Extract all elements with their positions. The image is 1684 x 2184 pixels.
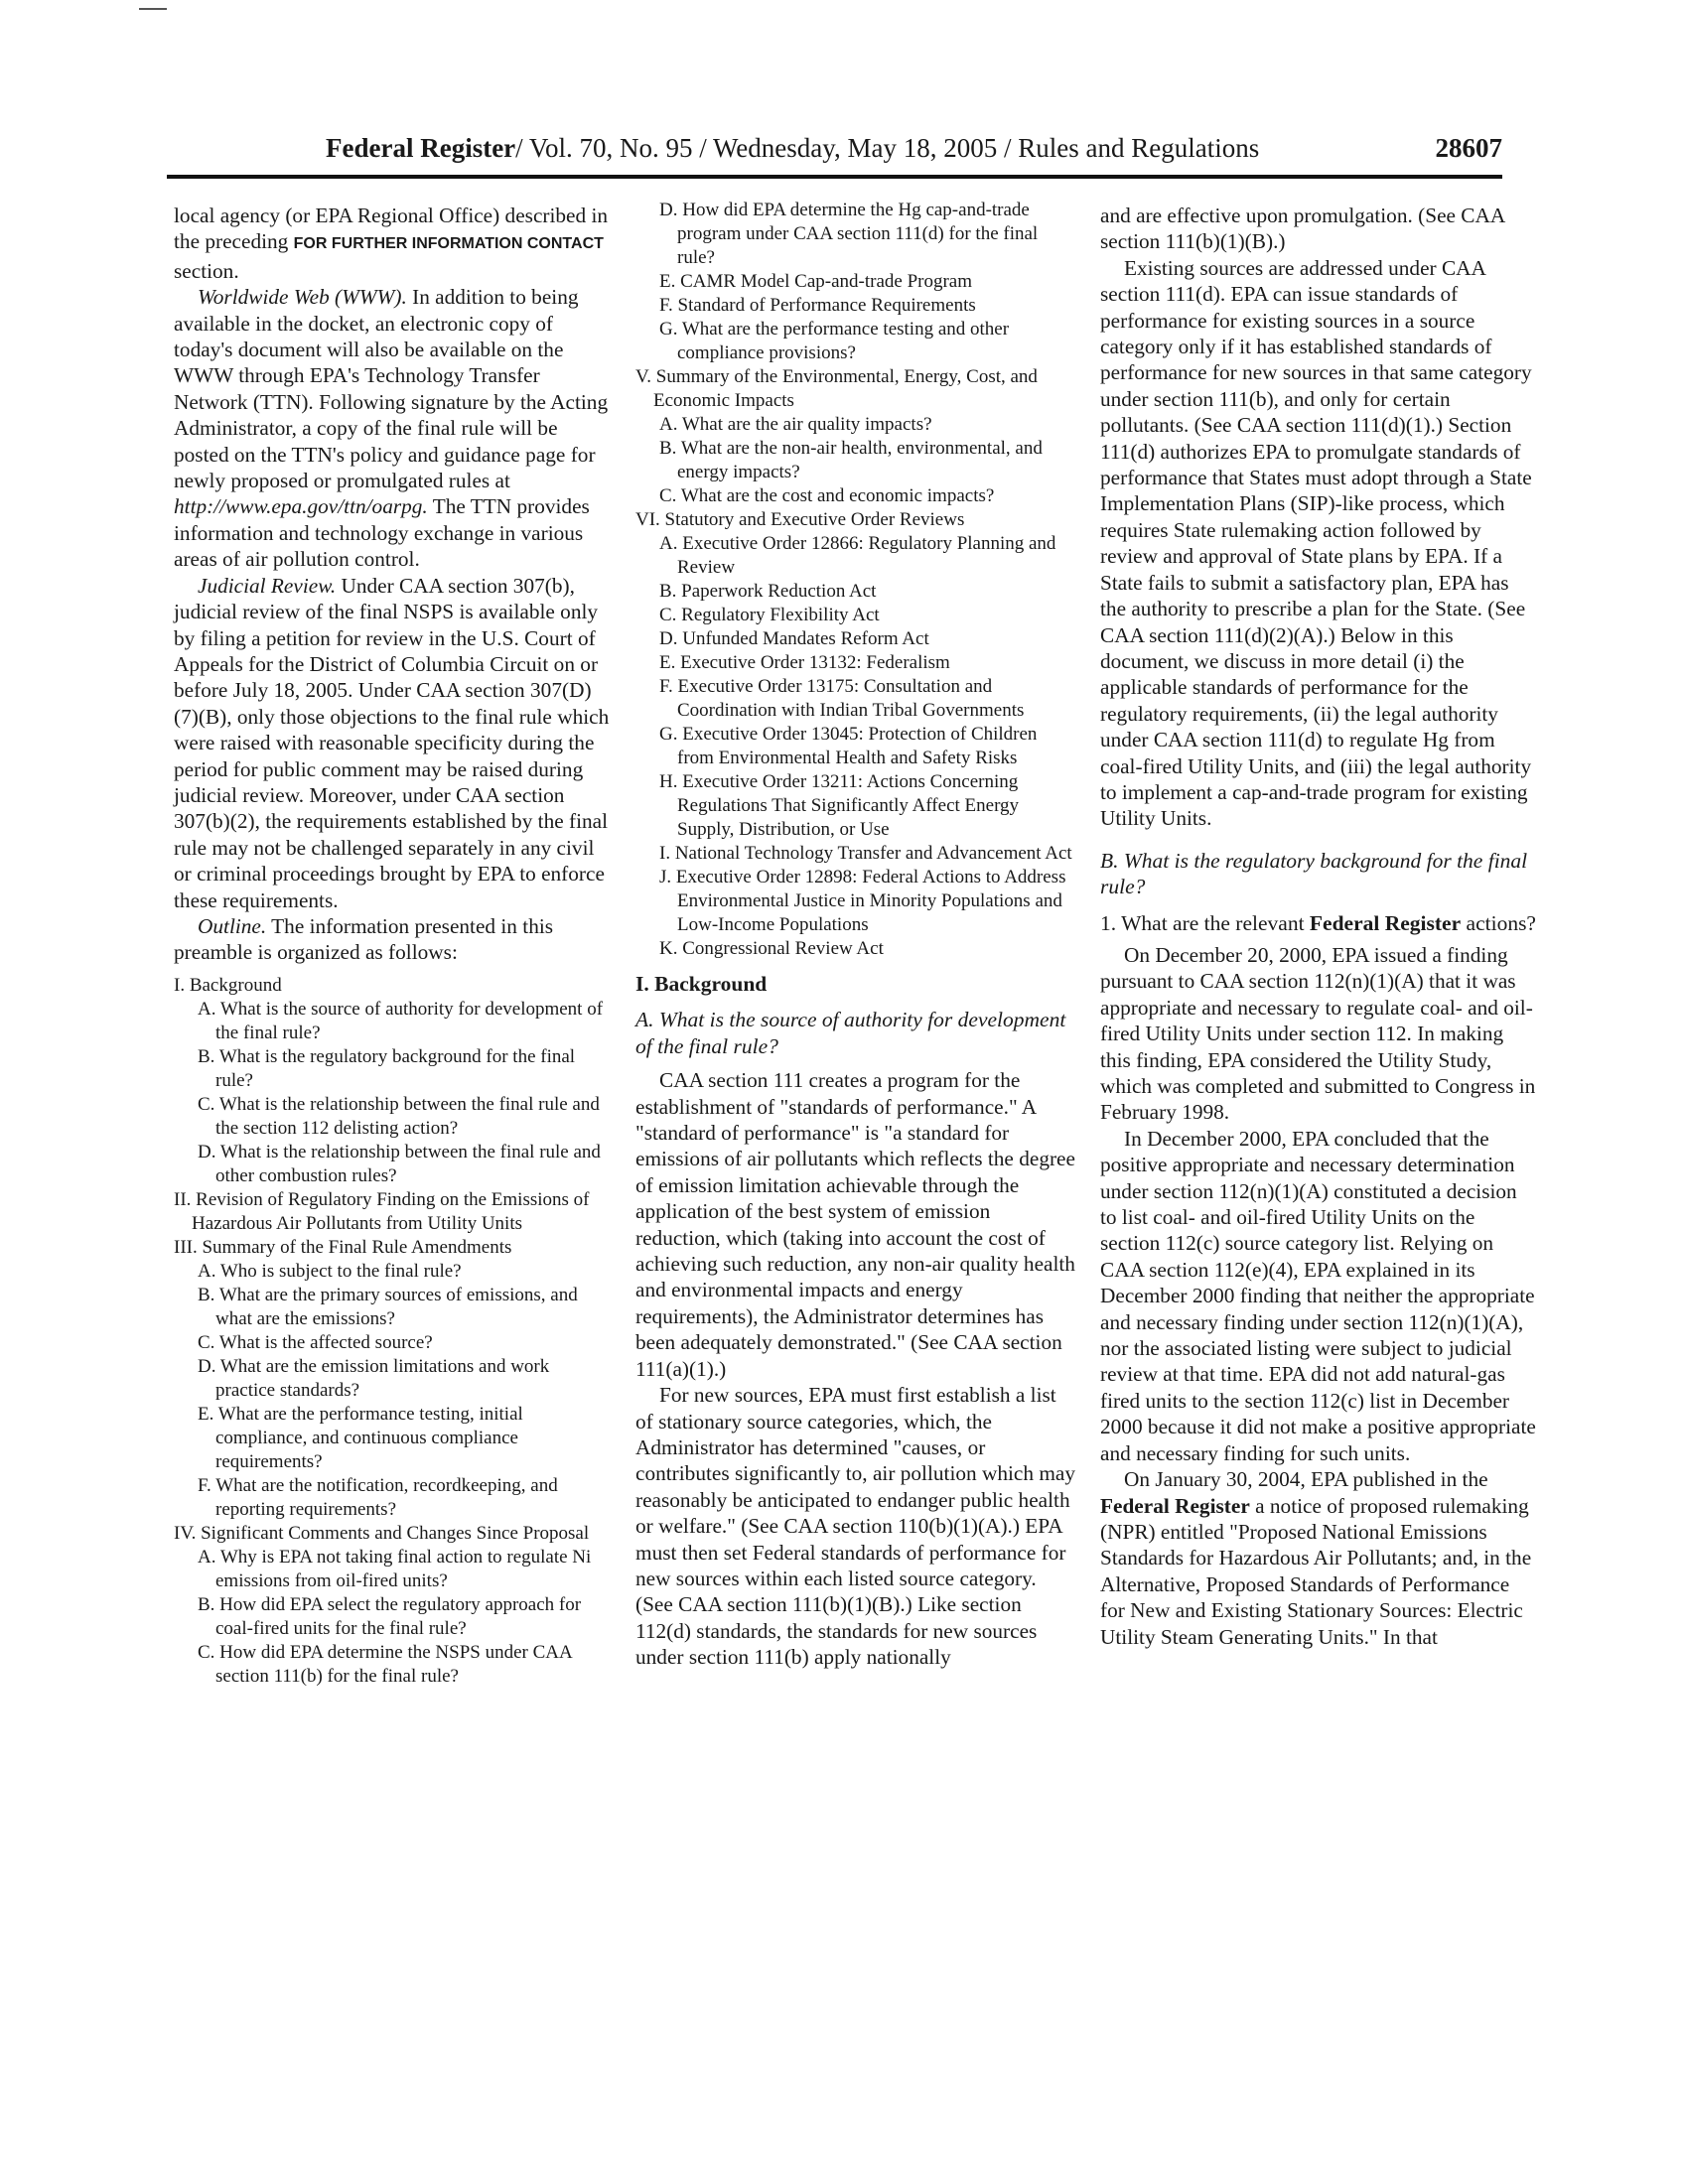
outline-item: I. Background — [174, 974, 282, 996]
text: Federal Register — [1309, 910, 1462, 935]
outline-item: C. What is the relationship between the final rule and the section 112 delisting action? — [198, 1093, 600, 1139]
column-2 — [635, 200, 1077, 1671]
running-head — [326, 133, 1259, 164]
outline-item: VI. Statutory and Executive Order Reviews — [635, 509, 965, 530]
outline-item: A. Why is EPA not taking final action to regulate Ni emissions from oil-fired units? — [198, 1546, 592, 1591]
numbered-heading — [1100, 910, 1537, 936]
outline-list — [635, 199, 1077, 961]
paragraph — [174, 913, 611, 966]
outline-item: E. Executive Order 13132: Federalism — [659, 652, 950, 673]
outline-item: C. What is the affected source? — [198, 1331, 433, 1353]
outline-item: G. What are the performance testing and other compliance provisions? — [659, 319, 1010, 363]
outline-item: F. What are the notification, recordkeeping, and reporting requirements? — [198, 1474, 558, 1520]
outline-item: A. What is the source of authority for development of the final rule? — [198, 998, 604, 1043]
text: The TTN provides information and technology exchange in various areas of air pollution control. — [174, 494, 590, 572]
paragraph — [174, 203, 611, 284]
outline-item: D. How did EPA determine the Hg cap-and-trade program under CAA section 111(d) for the final rule? — [659, 200, 1039, 268]
column-1 — [174, 203, 611, 1689]
paragraph: Existing sources are addressed under CAA section 111(d). EPA can issue standards of performance for existing sources in a source category only if it has established standards of performance for new sources in that same category under section 111(b), and only for certain pollutants. (See CAA section 111(d)(1).) Section 111(d) authorizes EPA to promulgate standards of performance that States must adopt through a State Implementation Plans (SIP)-like process, which requires State rulemaking action followed by review and approval of State plans by EPA. If a State fails to submit a satisfactory plan, EPA has the authority to prescribe a plan for the State. (See CAA section 111(d)(2)(A).) Below in this document, we discuss in more detail (i) the applicable standards of performance for the regulatory requirements, (ii) the legal authority under CAA section 111(d) to regulate Hg from coal-fired Utility Units, and (iii) the legal authority to implement a cap-and-trade program for existing Utility Units. — [1100, 255, 1532, 831]
outline-item: C. Regulatory Flexibility Act — [659, 605, 880, 625]
outline-item: I. National Technology Transfer and Advancement Act — [659, 843, 1072, 864]
paragraph: On December 20, 2000, EPA issued a finding pursuant to CAA section 112(n)(1)(A) that it was appropriate and necessary to regulate coal- and oil-fired Utility Units under section 112. In making this finding, EPA considered the Utility Study, which was completed and submitted to Congress in February 1998. — [1100, 942, 1536, 1125]
outline-item: H. Executive Order 13211: Actions Concerning Regulations That Significantly Affect Energy Supply, Distribution, or Use — [659, 771, 1020, 840]
outline-item: D. What are the emission limitations and work practice standards? — [198, 1355, 550, 1401]
outline-item: D. Unfunded Mandates Reform Act — [659, 628, 929, 649]
outline-item: III. Summary of the Final Rule Amendments — [174, 1236, 512, 1258]
paragraph — [174, 284, 611, 572]
outline-item: J. Executive Order 12898: Federal Actions to Address Environmental Justice in Minority Populations and Low-Income Populations — [659, 867, 1066, 935]
subsection-heading: B. What is the regulatory background for the final rule? — [1100, 848, 1528, 899]
outline-item: A. What are the air quality impacts? — [659, 414, 932, 435]
paragraph-label: Outline. — [198, 913, 267, 938]
paragraph-label: Worldwide Web (WWW). — [198, 285, 407, 310]
paragraph — [1100, 1466, 1537, 1650]
scan-mark — [139, 8, 167, 10]
outline-item: B. How did EPA select the regulatory approach for coal-fired units for the final rule? — [198, 1593, 582, 1639]
text: 1. What are the relevant — [1100, 910, 1310, 935]
url-link[interactable]: http://www.epa.gov/ttn/oarpg. — [174, 494, 428, 519]
outline-item: V. Summary of the Environmental, Energy, Cost, and Economic Impacts — [635, 366, 1038, 411]
paragraph: In December 2000, EPA concluded that the positive appropriate and necessary determination under section 112(n)(1)(A) constituted a decision to list coal- and oil-fired Utility Units on the section 112(c) source category list. Relying on CAA section 112(e)(4), EPA explained in its December 2000 finding that neither the appropriate and necessary finding under section 112(n)(1)(A), nor the associated listing were subject to judicial review at that time. EPA did not add natural-gas fired units to the section 112(c) list in December 2000 because it did not make a positive appropriate and necessary finding for such units. — [1100, 1126, 1536, 1465]
outline-item: F. Executive Order 13175: Consultation and Coordination with Indian Tribal Governments — [659, 676, 1025, 721]
outline-item: B. What are the primary sources of emissions, and what are the emissions? — [198, 1284, 578, 1329]
paragraph — [174, 573, 611, 913]
journal-name: Federal Register — [326, 133, 516, 163]
cross-reference: FOR FURTHER INFORMATION CONTACT — [293, 235, 604, 253]
outline-item: E. What are the performance testing, initial compliance, and continuous compliance requirements? — [198, 1403, 523, 1472]
issue-citation: / Vol. 70, No. 95 / Wednesday, May 18, 2005 / Rules and Regulations — [515, 133, 1260, 163]
text: On January 30, 2004, EPA published in the — [1124, 1467, 1488, 1492]
text: a notice of proposed rulemaking (NPR) entitled "Proposed National Emissions Standards for Hazardous Air Pollutants; and, in the Alternative, Proposed Standards of Performance for New and Existing Stationary Sources: Electric Utility Steam Generating Units." In that — [1100, 1493, 1532, 1649]
outline-item: B. Paperwork Reduction Act — [659, 581, 877, 602]
header-rule — [167, 175, 1502, 179]
page-number: 28607 — [1435, 133, 1502, 163]
text: actions? — [1461, 910, 1536, 935]
subsection-heading: A. What is the source of authority for development of the final rule? — [635, 1008, 1066, 1058]
outline-item: F. Standard of Performance Requirements — [659, 295, 976, 316]
text: section. — [174, 258, 239, 283]
text: Federal Register — [1100, 1493, 1250, 1518]
column-3 — [1100, 203, 1537, 1650]
outline-item: IV. Significant Comments and Changes Since Proposal — [174, 1522, 590, 1544]
outline-item: K. Congressional Review Act — [659, 938, 884, 959]
outline-item: E. CAMR Model Cap-and-trade Program — [659, 271, 973, 292]
outline-item: D. What is the relationship between the final rule and other combustion rules? — [198, 1141, 601, 1186]
text: local agency (or EPA Regional Office) described in the preceding — [174, 204, 609, 254]
outline-item: A. Executive Order 12866: Regulatory Planning and Review — [659, 533, 1056, 578]
paragraph-label: Judicial Review. — [198, 573, 337, 598]
text: The information presented in this preamble is organized as follows: — [174, 913, 554, 965]
section-heading: I. Background — [635, 972, 768, 996]
outline-item: B. What is the regulatory background for the final rule? — [198, 1045, 576, 1091]
page-header — [167, 133, 1502, 169]
outline-item: A. Who is subject to the final rule? — [198, 1260, 462, 1282]
outline-item: B. What are the non-air health, environmental, and energy impacts? — [659, 438, 1043, 482]
paragraph: and are effective upon promulgation. (See CAA section 111(b)(1)(B).) — [1100, 204, 1505, 254]
paragraph: For new sources, EPA must first establish a list of stationary source categories, which, the Administrator has determined "causes, or contributes significantly to, air pollution which may reasonably be anticipated to endanger public health or welfare." (See CAA section 110(b)(1)(A).) EPA must then set Federal standards of performance for new sources within each listed source category. (See CAA section 111(b)(1)(B).) Like section 112(d) standards, the standards for new sources under section 111(b) apply nationally — [635, 1383, 1076, 1670]
text: In addition to being available in the docket, an electronic copy of today's document will also be available on the WWW through EPA's Technology Transfer Network (TTN). Following signature by the Acting Administrator, a copy of the final rule will be posted on the TTN's policy and guidance page for newly proposed or promulgated rules at — [174, 285, 609, 493]
outline-item: II. Revision of Regulatory Finding on the Emissions of Hazardous Air Pollutants from Utility Units — [174, 1188, 590, 1234]
outline-item: C. What are the cost and economic impacts? — [659, 485, 995, 506]
text: Under CAA section 307(b), judicial review of the final NSPS is available only by filing a petition for review in the U.S. Court of Appeals for the District of Columbia Circuit on or before July 18, 2005. Under CAA section 307(D)(7)(B), only those objections to the final rule which were raised with reasonable specificity during the period for public comment may be raised during judicial review. Moreover, under CAA section 307(b)(2), the requirements established by the final rule may not be challenged separately in any civil or criminal proceedings brought by EPA to enforce these requirements. — [174, 573, 610, 912]
paragraph: CAA section 111 creates a program for the establishment of "standards of performance." A "standard of performance" is "a standard for emissions of air pollutants which reflects the degree of emission limitation achievable through the application of the best system of emission reduction, which (taking into account the cost of achieving such reduction, any non-air quality health and environmental impacts and energy requirements), the Administrator determines has been adequately demonstrated." (See CAA section 111(a)(1).) — [635, 1068, 1075, 1381]
outline-item: C. How did EPA determine the NSPS under CAA section 111(b) for the final rule? — [198, 1641, 572, 1687]
outline-item: G. Executive Order 13045: Protection of Children from Environmental Health and Safety Risks — [659, 724, 1038, 768]
outline-list — [174, 974, 611, 1689]
